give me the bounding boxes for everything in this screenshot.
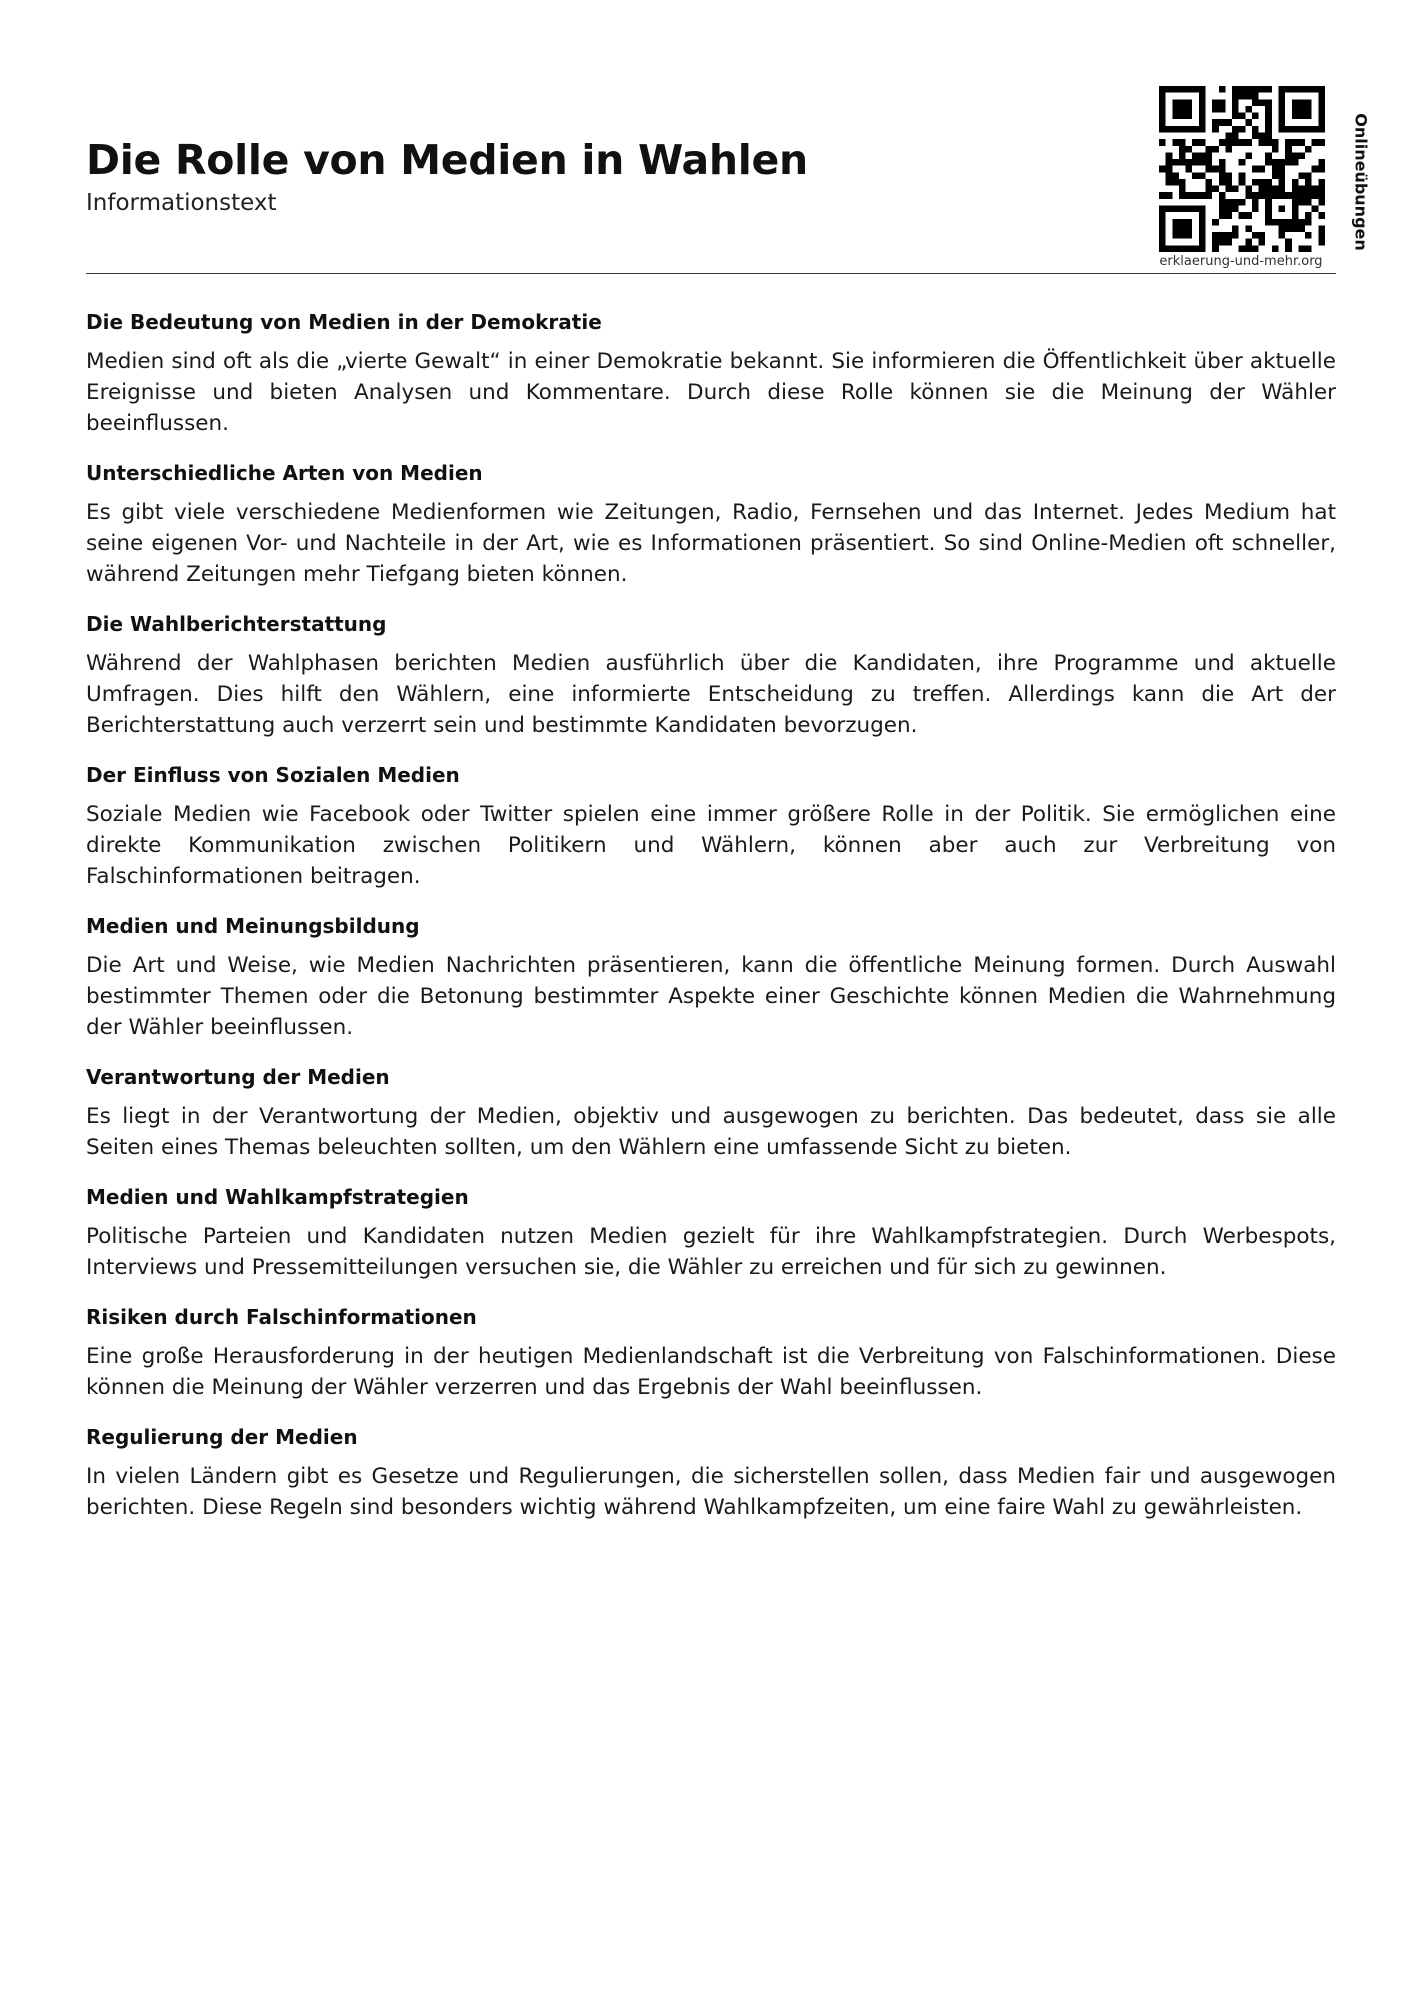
page-header (86, 86, 1371, 276)
section (86, 308, 1336, 439)
section-heading: Risiken durch Falschinformationen (86, 1305, 477, 1329)
section-heading: Der Einfluss von Sozialen Medien (86, 763, 460, 787)
section-heading: Unterschiedliche Arten von Medien (86, 461, 483, 485)
section-body: Soziale Medien wie Facebook oder Twitter spielen eine immer größere Rolle in der Politik. Sie ermöglichen eine direkte Kommunikation zwischen Politikern und Wählern, können aber auch zur Verbreitung von Falschinformationen beitragen. (86, 802, 1336, 889)
section-body: Während der Wahlphasen berichten Medien ausführlich über die Kandidaten, ihre Programme und aktuelle Umfragen. Dies hilft den Wählern, eine informierte Entscheidung zu treffen. Allerdings kann die Art der Berichterstattung auch verzerrt sein und bestimmte Kandidaten bevorzugen. (86, 651, 1336, 738)
section-body: In vielen Ländern gibt es Gesetze und Regulierungen, die sicherstellen sollen, dass Medien fair und ausgewogen berichten. Diese Regeln sind besonders wichtig während Wahlkampfzeiten, um eine faire Wahl zu gewährleisten. (86, 1464, 1336, 1520)
section-heading: Medien und Meinungsbildung (86, 914, 420, 938)
section-heading: Regulierung der Medien (86, 1425, 358, 1449)
section-body: Es gibt viele verschiedene Medienformen wie Zeitungen, Radio, Fernsehen und das Internet. Jedes Medium hat seine eigenen Vor- und Nachteile in der Art, wie es Informationen präsentiert. So sind Online-Medien oft schneller, während Zeitungen mehr Tiefgang bieten können. (86, 500, 1336, 587)
page-subtitle: Informationstext (86, 190, 277, 216)
section (86, 1303, 1336, 1403)
qr-code-icon[interactable] (1159, 86, 1325, 252)
page-title: Die Rolle von Medien in Wahlen (86, 136, 808, 184)
section-heading: Verantwortung der Medien (86, 1065, 390, 1089)
section (86, 1183, 1336, 1283)
section (86, 1063, 1336, 1163)
document-body (86, 308, 1336, 1543)
section (86, 459, 1336, 590)
section (86, 912, 1336, 1043)
section-heading: Medien und Wahlkampfstrategien (86, 1185, 469, 1209)
section (86, 761, 1336, 892)
qr-url[interactable]: erklaerung-und-mehr.org (1159, 254, 1323, 269)
section-heading: Die Wahlberichterstattung (86, 612, 387, 636)
section-body: Die Art und Weise, wie Medien Nachrichten präsentieren, kann die öffentliche Meinung formen. Durch Auswahl bestimmter Themen oder die Betonung bestimmter Aspekte einer Geschichte können Medien die Wahrnehmung der Wähler beeinflussen. (86, 953, 1336, 1040)
qr-block[interactable] (1119, 86, 1371, 276)
section-body: Politische Parteien und Kandidaten nutzen Medien gezielt für ihre Wahlkampfstrategien. Durch Werbespots, Interviews und Pressemitteilungen versuchen sie, die Wähler zu erreichen und für sich zu gewinnen. (86, 1224, 1336, 1280)
section (86, 610, 1336, 741)
header-divider (86, 273, 1336, 274)
section-body: Medien sind oft als die „vierte Gewalt“ in einer Demokratie bekannt. Sie informieren die Öffentlichkeit über aktuelle Ereignisse und bieten Analysen und Kommentare. Durch diese Rolle können sie die Meinung der Wähler beeinflussen. (86, 349, 1336, 436)
section (86, 1423, 1336, 1523)
section-body: Es liegt in der Verantwortung der Medien, objektiv und ausgewogen zu berichten. Das bedeutet, dass sie alle Seiten eines Themas beleuchten sollten, um den Wählern eine umfassende Sicht zu bieten. (86, 1104, 1336, 1160)
section-heading: Die Bedeutung von Medien in der Demokratie (86, 310, 602, 334)
section-body: Eine große Herausforderung in der heutigen Medienlandschaft ist die Verbreitung von Falschinformationen. Diese können die Meinung der Wähler verzerren und das Ergebnis der Wahl beeinflussen. (86, 1344, 1336, 1400)
qr-label: Onlineübungen (1351, 113, 1371, 251)
